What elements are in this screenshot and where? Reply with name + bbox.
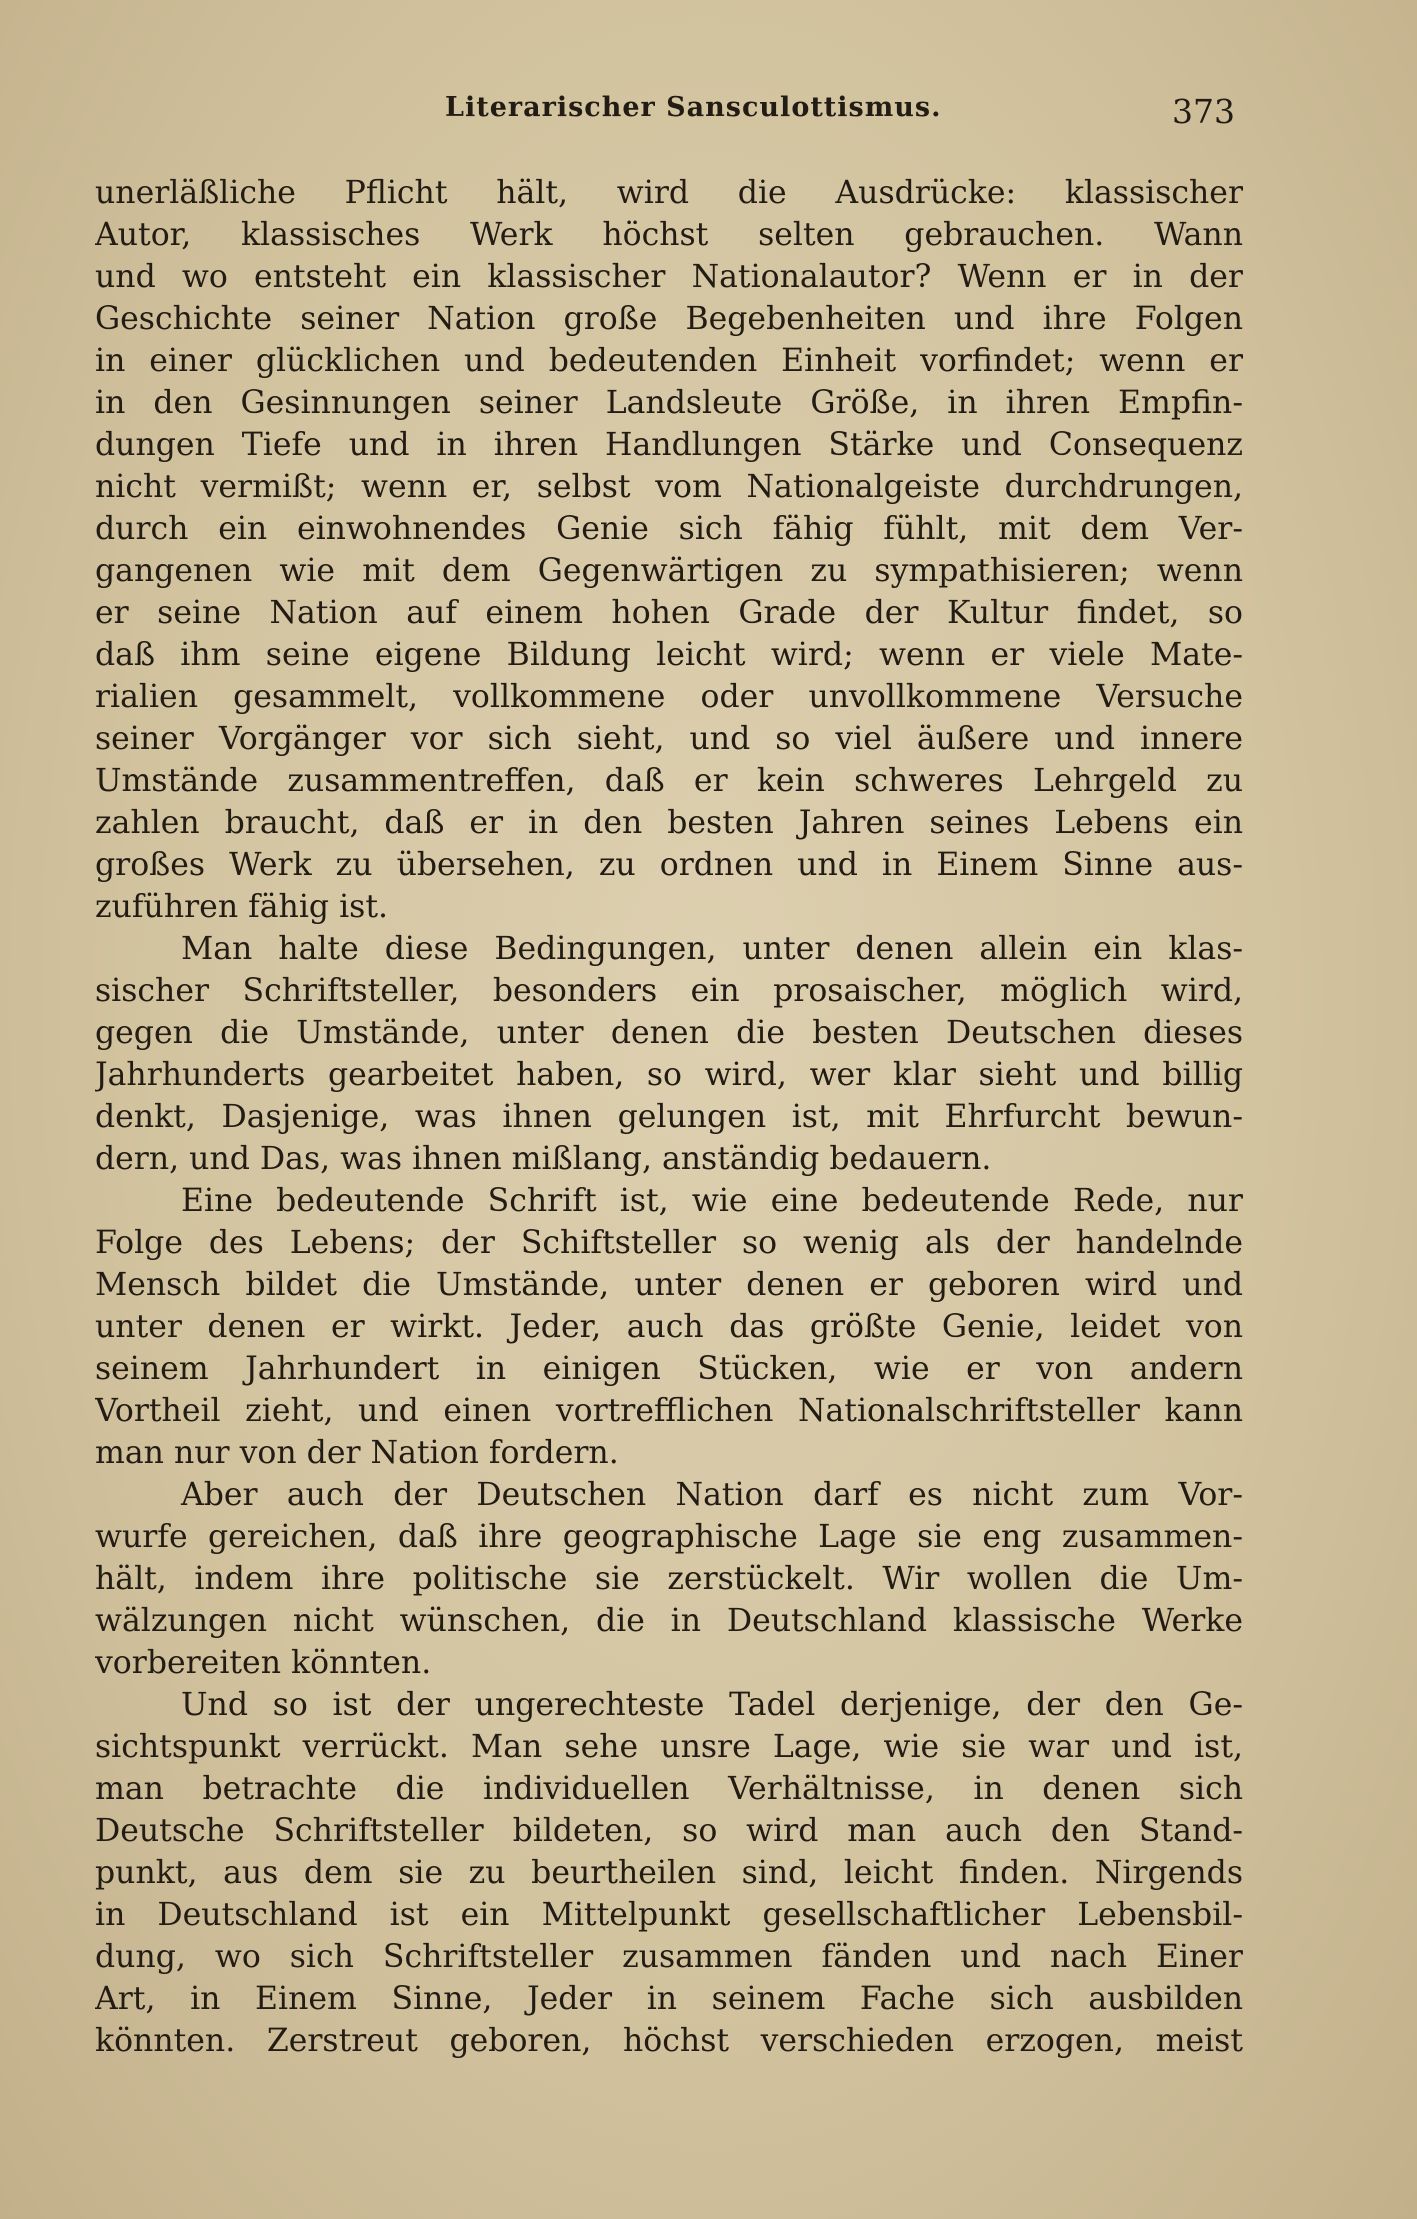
- text-line: Umstände zusammentreffen, daß er kein schweres Lehrgeld zu: [95, 763, 1243, 799]
- text-line: punkt, aus dem sie zu beurtheilen sind, leicht finden. Nirgends: [95, 1855, 1243, 1891]
- paragraph: [95, 1474, 1243, 1684]
- text-line: daß ihm seine eigene Bildung leicht wird; wenn er viele Mate-: [95, 637, 1243, 673]
- text-line: Folge des Lebens; der Schiftsteller so wenig als der handelnde: [95, 1225, 1243, 1261]
- body-text: [95, 172, 1243, 2062]
- paragraph: [95, 1180, 1243, 1474]
- text-line: man betrachte die individuellen Verhältnisse, in denen sich: [95, 1771, 1243, 1807]
- text-line: seiner Vorgänger vor sich sieht, und so viel äußere und innere: [95, 721, 1243, 757]
- text-line: hält, indem ihre politische sie zerstückelt. Wir wollen die Um-: [95, 1561, 1243, 1597]
- text-line: durch ein einwohnendes Genie sich fähig fühlt, mit dem Ver-: [95, 511, 1243, 547]
- text-line: man nur von der Nation fordern.: [95, 1435, 619, 1471]
- text-line: Aber auch der Deutschen Nation darf es nicht zum Vor-: [181, 1477, 1243, 1513]
- text-line: nicht vermißt; wenn er, selbst vom Nationalgeiste durchdrungen,: [95, 469, 1243, 505]
- text-line: seinem Jahrhundert in einigen Stücken, wie er von andern: [95, 1351, 1243, 1387]
- running-title: Literarischer Sansculottismus.: [445, 92, 942, 123]
- text-line: Jahrhunderts gearbeitet haben, so wird, wer klar sieht und billig: [95, 1057, 1243, 1093]
- text-line: Eine bedeutende Schrift ist, wie eine bedeutende Rede, nur: [181, 1183, 1243, 1219]
- text-line: in einer glücklichen und bedeutenden Einheit vorfindet; wenn er: [95, 343, 1243, 379]
- text-line: könnten. Zerstreut geboren, höchst verschieden erzogen, meist: [95, 2023, 1243, 2059]
- text-line: sichtspunkt verrückt. Man sehe unsre Lage, wie sie war und ist,: [95, 1729, 1243, 1765]
- text-line: Autor, klassisches Werk höchst selten gebrauchen. Wann: [95, 217, 1243, 253]
- text-line: sischer Schriftsteller, besonders ein prosaischer, möglich wird,: [95, 973, 1243, 1009]
- text-line: Art, in Einem Sinne, Jeder in seinem Fache sich ausbilden: [95, 1981, 1243, 2017]
- text-line: dern, und Das, was ihnen mißlang, anständig bedauern.: [95, 1141, 992, 1177]
- text-line: in den Gesinnungen seiner Landsleute Größe, in ihren Empfin-: [95, 385, 1243, 421]
- paragraph: [95, 1684, 1243, 2062]
- text-line: wälzungen nicht wünschen, die in Deutschland klassische Werke: [95, 1603, 1243, 1639]
- text-line: dungen Tiefe und in ihren Handlungen Stärke und Consequenz: [95, 427, 1243, 463]
- text-line: und wo entsteht ein klassischer Nationalautor? Wenn er in der: [95, 259, 1243, 295]
- text-line: rialien gesammelt, vollkommene oder unvollkommene Versuche: [95, 679, 1243, 715]
- text-line: großes Werk zu übersehen, zu ordnen und in Einem Sinne aus-: [95, 847, 1243, 883]
- text-line: er seine Nation auf einem hohen Grade der Kultur findet, so: [95, 595, 1243, 631]
- text-line: Man halte diese Bedingungen, unter denen allein ein klas-: [181, 931, 1243, 967]
- paragraph: [95, 172, 1243, 928]
- text-line: wurfe gereichen, daß ihre geographische Lage sie eng zusammen-: [95, 1519, 1243, 1555]
- text-line: Deutsche Schriftsteller bildeten, so wird man auch den Stand-: [95, 1813, 1243, 1849]
- page-number: 373: [1172, 92, 1235, 131]
- page-header: [95, 92, 1235, 132]
- text-line: gegen die Umstände, unter denen die besten Deutschen dieses: [95, 1015, 1243, 1051]
- text-line: vorbereiten könnten.: [95, 1645, 432, 1681]
- paragraph: [95, 928, 1243, 1180]
- text-line: zahlen braucht, daß er in den besten Jahren seines Lebens ein: [95, 805, 1243, 841]
- text-line: in Deutschland ist ein Mittelpunkt gesellschaftlicher Lebensbil-: [95, 1897, 1243, 1933]
- text-line: Und so ist der ungerechteste Tadel derjenige, der den Ge-: [181, 1687, 1243, 1723]
- text-line: Geschichte seiner Nation große Begebenheiten und ihre Folgen: [95, 301, 1243, 337]
- text-line: Mensch bildet die Umstände, unter denen er geboren wird und: [95, 1267, 1243, 1303]
- text-line: zuführen fähig ist.: [95, 889, 389, 925]
- text-line: Vortheil zieht, und einen vortrefflichen Nationalschriftsteller kann: [95, 1393, 1243, 1429]
- text-line: gangenen wie mit dem Gegenwärtigen zu sympathisieren; wenn: [95, 553, 1243, 589]
- text-line: denkt, Dasjenige, was ihnen gelungen ist, mit Ehrfurcht bewun-: [95, 1099, 1243, 1135]
- text-line: unter denen er wirkt. Jeder, auch das größte Genie, leidet von: [95, 1309, 1243, 1345]
- text-line: unerläßliche Pflicht hält, wird die Ausdrücke: klassischer: [95, 175, 1243, 211]
- text-line: dung, wo sich Schriftsteller zusammen fänden und nach Einer: [95, 1939, 1243, 1975]
